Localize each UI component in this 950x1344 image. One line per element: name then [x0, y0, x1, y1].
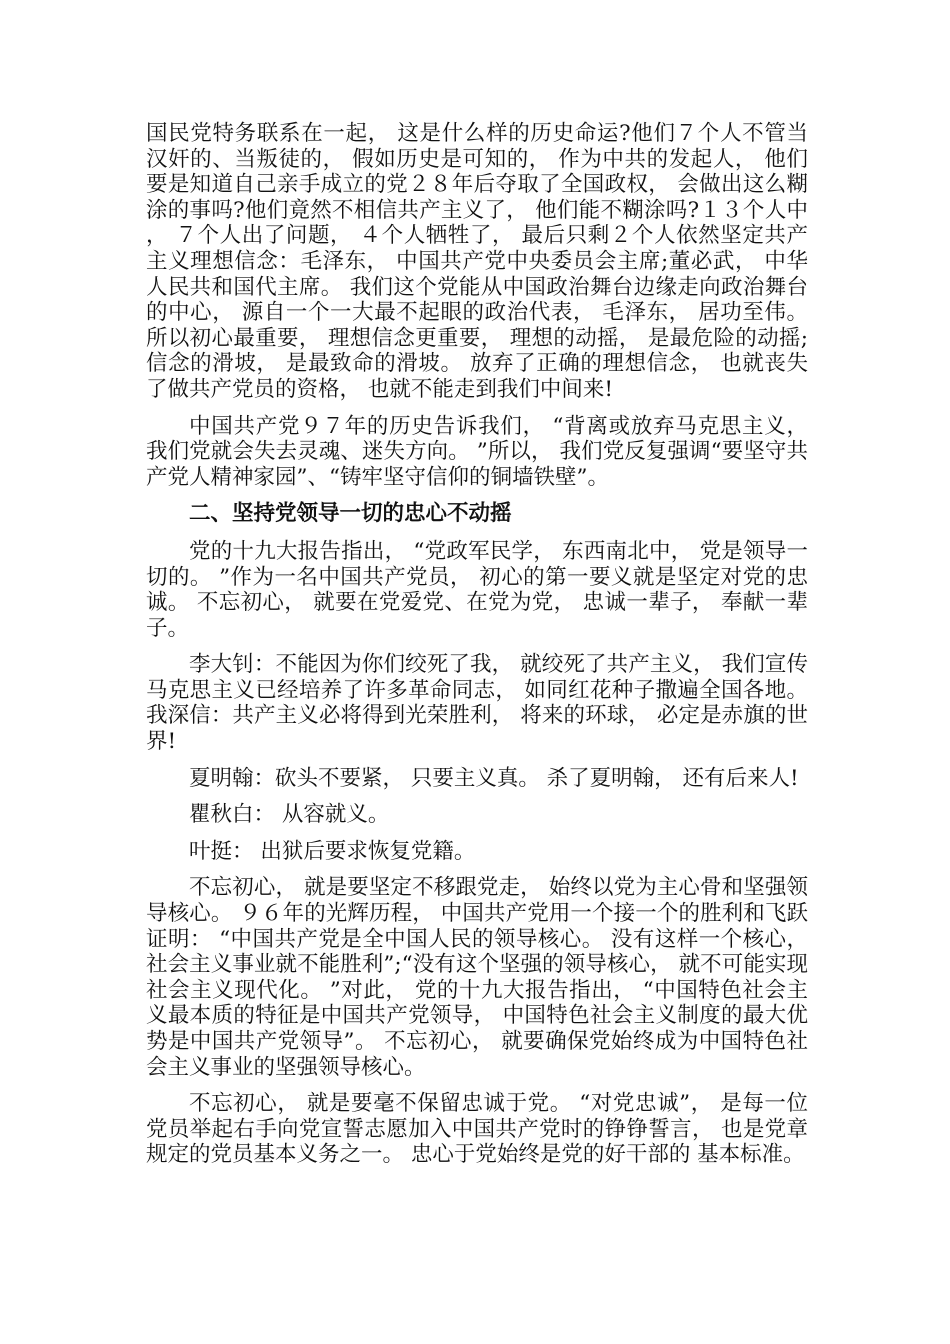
section-heading: 二、坚持党领导一切的忠心不动摇 [189, 501, 512, 527]
paragraph-5: 夏明翰：砍头不要紧， 只要主义真。 杀了夏明翰， 还有后来人! [189, 765, 799, 791]
paragraph-8: 不忘初心， 就是要坚定不移跟党走， 始终以党为主心骨和坚强领导核心。 ９６年的光辉历程， 中国共产党用一个接一个的胜利和飞跃证明： “中国共产党是全中国人民的领导核心。 没有这样一个核心， 社会主义事业就不能胜利”;“没有这个坚强的领导核心， 就不可能实现社会主义现代化。 ”对此， 党的十九大报告指出， “中国特色社会主义最本质的特征是中国共产党领导， 中国特色社会主义制度的最大优势是中国共产党领导”。 不忘初心， 就要确保党始终成为中国特色社会主义事业的坚强领导核心。 [146, 875, 808, 1080]
paragraph-1: 国民党特务联系在一起， 这是什么样的历史命运?他们７个人不管当汉奸的、当叛徒的， 假如历史是可知的， 作为中共的发起人， 他们要是知道自己亲手成立的党２８年后夺取了全国政权， 会做出这么糊涂的事吗?他们竟然不相信共产主义了， 他们能不糊涂吗?１３个人中， ７个人出了问题， ４个人牺牲了， 最后只剩２个人依然坚定共产主义理想信念：毛泽东， 中国共产党中央委员会主席;董必武， 中华人民共和国代主席。 我们这个党能从中国政治舞台边缘走向政治舞台的中心， 源自一个一大最不起眼的政治代表， 毛泽东， 居功至伟。 所以初心最重要， 理想信念更重要， 理想的动摇， 是最危险的动摇;信念的滑坡， 是最致命的滑坡。 放弃了正确的理想信念， 也就丧失了做共产党员的资格， 也就不能走到我们中间来! [146, 121, 808, 402]
paragraph-6: 瞿秋白： 从容就义。 [189, 802, 390, 828]
paragraph-4: 李大钊：不能因为你们绞死了我， 就绞死了共产主义， 我们宣传马克思主义已经培养了许多革命同志， 如同红花种子撒遍全国各地。 我深信：共产主义必将得到光荣胜利， 将来的环球， 必定是赤旗的世界! [146, 652, 808, 755]
paragraph-7: 叶挺： 出狱后要求恢复党籍。 [189, 838, 476, 864]
paragraph-9: 不忘初心， 就是要毫不保留忠诚于党。 “对党忠诚”， 是每一位党员举起右手向党宣誓志愿加入中国共产党时的铮铮誓言， 也是党章规定的党员基本义务之一。 忠心于党始终是党的好干部的 基本标准。 [146, 1091, 808, 1168]
paragraph-3: 党的十九大报告指出， “党政军民学， 东西南北中， 党是领导一切的。 ”作为一名中国共产党员， 初心的第一要义就是坚定对党的忠诚。 不忘初心， 就要在党爱党、在党为党， 忠诚一辈子， 奉献一辈子。 [146, 538, 808, 641]
paragraph-2: 中国共产党９７年的历史告诉我们， “背离或放弃马克思主义， 我们党就会失去灵魂、迷失方向。 ”所以， 我们党反复强调“要坚守共产党人精神家园”、“铸牢坚守信仰的铜墙铁壁”。 [146, 413, 808, 490]
